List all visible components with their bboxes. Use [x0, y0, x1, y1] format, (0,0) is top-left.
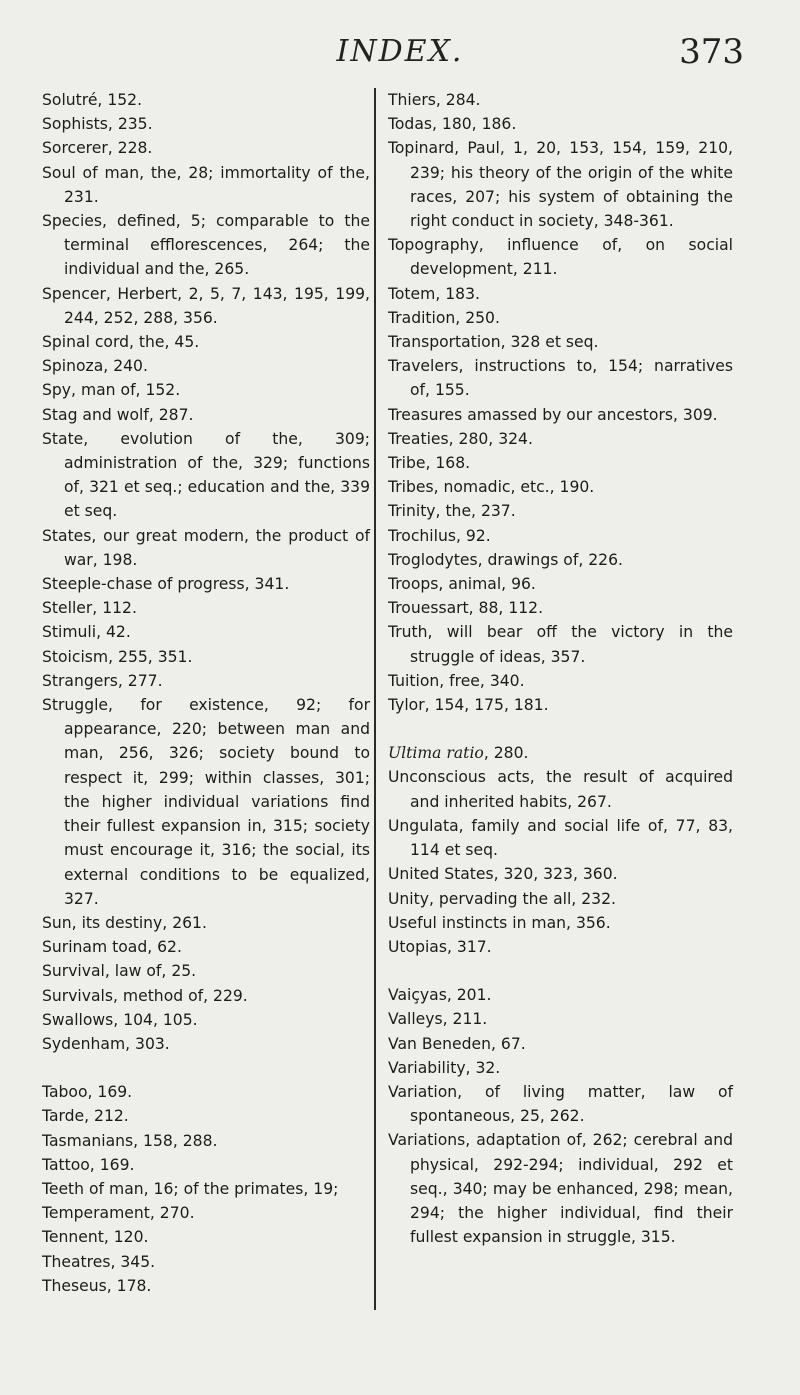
index-entry: Tylor, 154, 175, 181.: [388, 696, 549, 715]
index-entry: [388, 741, 733, 765]
index-entry-list-left: [42, 88, 370, 1298]
index-entry: Theseus, 178.: [42, 1276, 152, 1295]
index-entry: Swallows, 104, 105.: [42, 1010, 198, 1029]
index-entry: Teeth of man, 16; of the primates, 19;: [42, 1179, 339, 1198]
index-entry: Utopias, 317.: [388, 937, 492, 956]
index-entry: Troglodytes, drawings of, 226.: [388, 550, 623, 569]
index-entry: Troops, animal, 96.: [388, 575, 536, 594]
index-entry: Taboo, 169.: [42, 1083, 133, 1102]
index-entry: Treasures amassed by our ancestors, 309.: [388, 405, 718, 424]
index-entry: Spencer, Herbert, 2, 5, 7, 143, 195, 199, 244, 252, 288, 356.: [42, 284, 370, 327]
index-entry: Stoicism, 255, 351.: [42, 647, 193, 666]
index-entry: Spinal cord, the, 45.: [42, 333, 200, 352]
index-entry: Ungulata, family and social life of, 77, 83, 114 et seq.: [388, 816, 733, 860]
index-entry-pages: , 280.: [483, 744, 529, 763]
index-entry: Sun, its destiny, 261.: [42, 913, 207, 932]
index-entry: Strangers, 277.: [42, 671, 163, 690]
running-head: [0, 34, 800, 74]
index-entry: Totem, 183.: [388, 284, 480, 303]
index-entry-list-right: [388, 88, 733, 1249]
index-entry: Trinity, the, 237.: [388, 502, 516, 521]
index-entry: Tribes, nomadic, etc., 190.: [388, 478, 595, 497]
page-title: INDEX.: [336, 34, 464, 69]
index-entry: Treaties, 280, 324.: [388, 429, 533, 448]
index-entry: State, evolution of the, 309; administration of the, 329; functions of, 321 et seq.; education and the, 339 et seq.: [42, 429, 370, 521]
index-entry: Soul of man, the, 28; immortality of the, 231.: [42, 163, 370, 206]
index-entry: Solutré, 152.: [42, 91, 143, 109]
index-entry: Tattoo, 169.: [42, 1155, 135, 1174]
index-entry: Spinoza, 240.: [42, 357, 148, 376]
index-entry: Variations, adaptation of, 262; cerebral and physical, 292-294; individual, 292 et seq., 340; may be enhanced, 298; mean, 294; the higher individual, find their fullest expansion in struggle, 315.: [388, 1131, 733, 1247]
index-entry: Spy, man of, 152.: [42, 381, 181, 400]
index-entry: Struggle, for existence, 92; for appearance, 220; between man and man, 256, 326; society bound to respect it, 299; within classes, 301; the higher individual variations find their fullest expansion in, 315; society must encourage it, 316; the social, its external conditions to be equalized, 327.: [42, 696, 370, 908]
index-entry: Sorcerer, 228.: [42, 139, 153, 158]
index-entry: Tennent, 120.: [42, 1228, 149, 1247]
index-entry: Truth, will bear off the victory in the struggle of ideas, 357.: [388, 623, 733, 666]
index-entry: Van Beneden, 67.: [388, 1034, 526, 1053]
index-entry: Survival, law of, 25.: [42, 962, 197, 981]
index-entry: Unconscious acts, the result of acquired and inherited habits, 267.: [388, 768, 733, 811]
index-entry: Trouessart, 88, 112.: [388, 599, 544, 618]
index-entry: Sydenham, 303.: [42, 1034, 170, 1053]
index-entry: Tradition, 250.: [388, 308, 500, 327]
index-entry: Sophists, 235.: [42, 115, 153, 134]
index-entry: Travelers, instructions to, 154; narratives of, 155.: [388, 357, 733, 400]
index-entry: Steeple-chase of progress, 341.: [42, 575, 290, 594]
index-entry-italic-term: Ultima ratio: [388, 744, 484, 763]
index-entry: Thiers, 284.: [388, 91, 481, 109]
index-entry: Species, defined, 5; comparable to the terminal efflorescences, 264; the individual and the, 265.: [42, 212, 370, 279]
index-entry: Valleys, 211.: [388, 1010, 488, 1029]
index-entry: Topography, influence of, on social development, 211.: [388, 236, 733, 279]
index-entry: Surinam toad, 62.: [42, 938, 182, 957]
index-entry: Topinard, Paul, 1, 20, 153, 154, 159, 210, 239; his theory of the origin of the white races, 207; his system of obtaining the right conduct in society, 348-361.: [388, 139, 733, 231]
index-column-right: [388, 88, 733, 1249]
index-entry: United States, 320, 323, 360.: [388, 865, 618, 884]
index-entry: Transportation, 328 et seq.: [388, 333, 599, 352]
index-entry: Variability, 32.: [388, 1058, 501, 1077]
index-entry: Todas, 180, 186.: [388, 115, 517, 134]
index-entry: Stimuli, 42.: [42, 623, 131, 642]
index-entry: States, our great modern, the product of war, 198.: [42, 526, 370, 569]
index-entry: Survivals, method of, 229.: [42, 986, 248, 1005]
index-entry: Useful instincts in man, 356.: [388, 913, 611, 932]
column-divider: [374, 88, 376, 1310]
index-entry: Tuition, free, 340.: [388, 671, 525, 690]
index-entry: Theatres, 345.: [42, 1252, 156, 1271]
index-entry: Tarde, 212.: [42, 1107, 129, 1126]
index-column-left: [42, 88, 370, 1298]
index-entry: Steller, 112.: [42, 599, 137, 618]
index-entry: Vaiçyas, 201.: [388, 986, 492, 1005]
index-entry: Unity, pervading the all, 232.: [388, 889, 616, 908]
index-entry: Tasmanians, 158, 288.: [42, 1131, 218, 1150]
index-entry: Trochilus, 92.: [388, 526, 491, 545]
index-entry: Variation, of living matter, law of spontaneous, 25, 262.: [388, 1082, 733, 1126]
page-number: 373: [679, 32, 744, 72]
index-entry: Stag and wolf, 287.: [42, 405, 194, 424]
index-entry: Temperament, 270.: [42, 1204, 195, 1223]
index-entry: Tribe, 168.: [388, 454, 471, 473]
